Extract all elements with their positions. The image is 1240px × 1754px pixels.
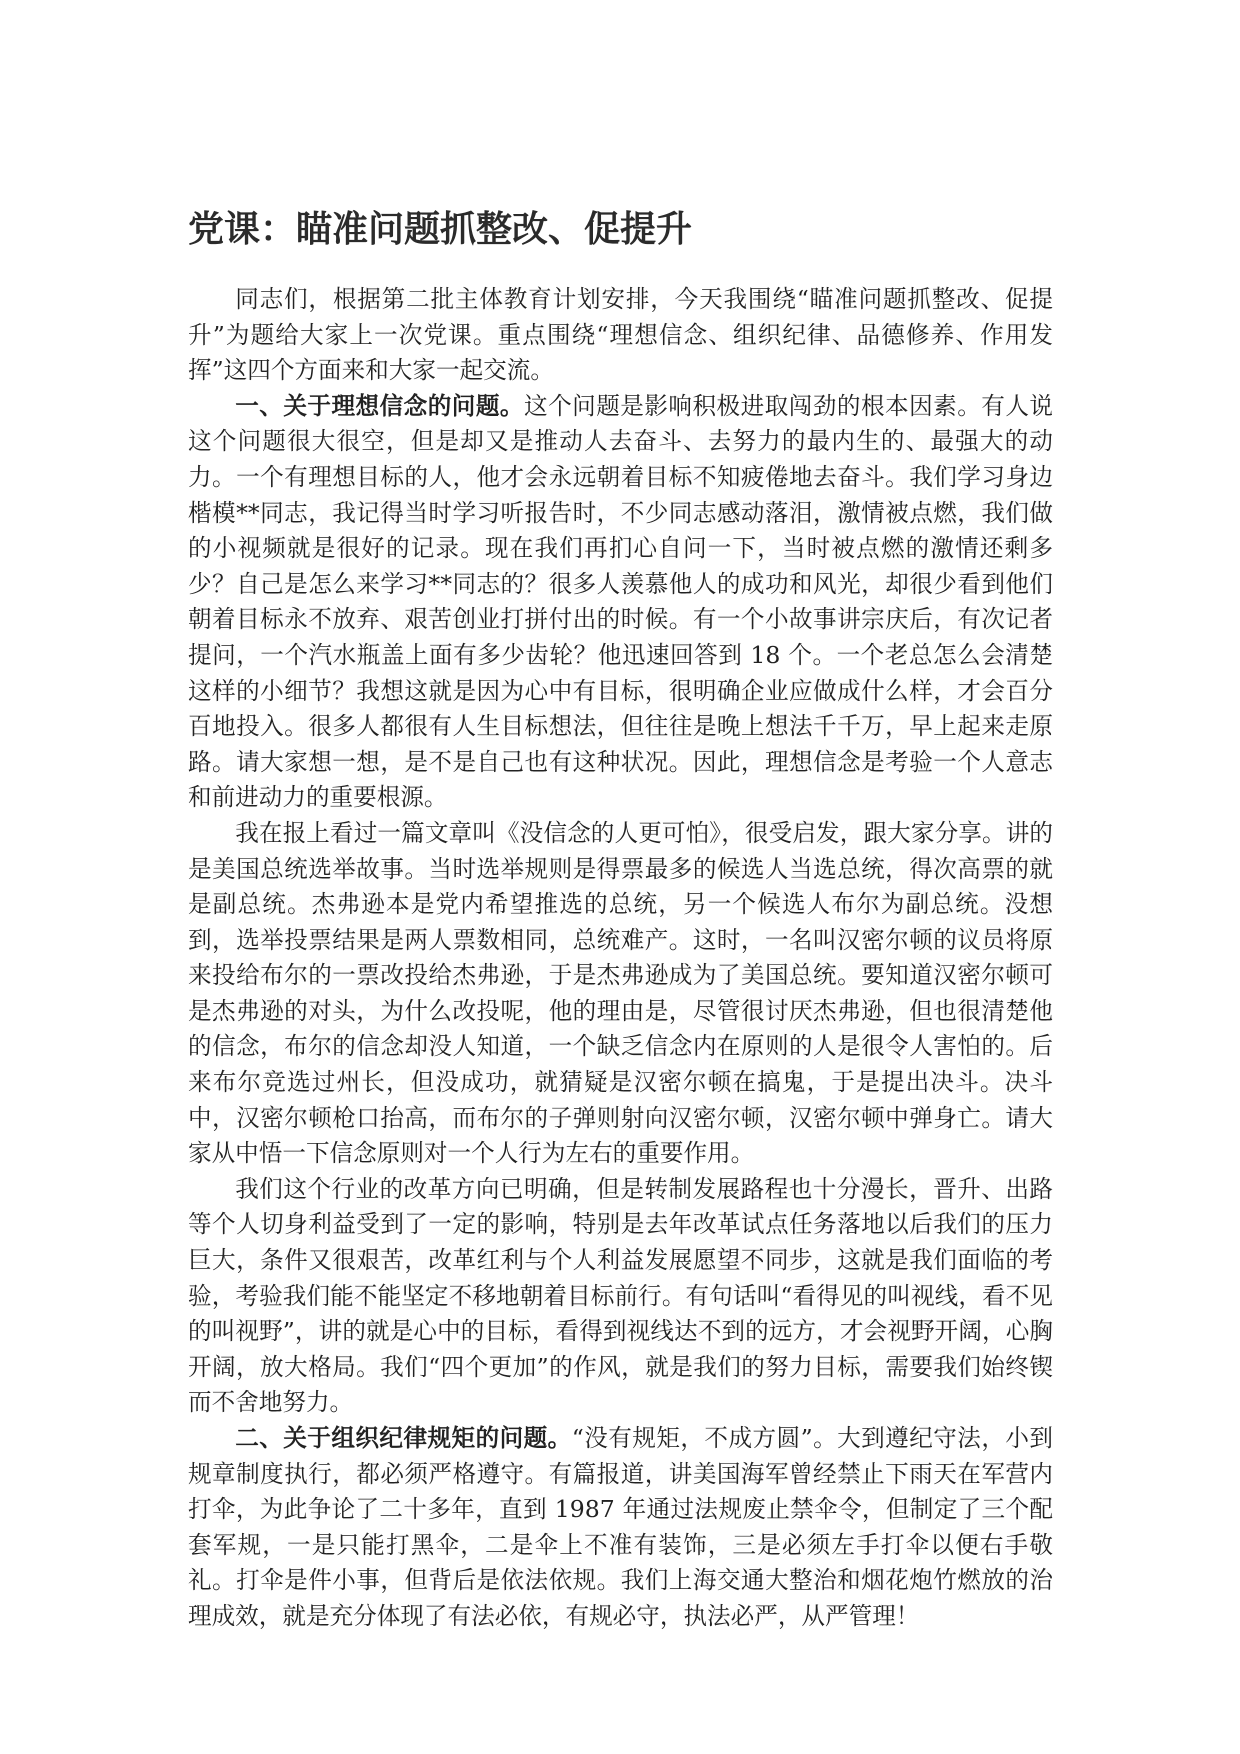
section-heading: 二、关于组织纪律规矩的问题。 <box>235 1424 572 1452</box>
paragraph-section-1 <box>188 389 1053 816</box>
paragraph-text: 这个问题是影响积极进取闯劲的根本因素。有人说这个问题很大很空，但是却又是推动人去奋斗、去努力的最内生的、最强大的动力。一个有理想目标的人，他才会永远朝着目标不知疲倦地去奋斗。我们学习身边楷模**同志，我记得当时学习听报告时，不少同志感动落泪，激情被点燃，我们做的小视频就是很好的记录。现在我们再扪心自问一下，当时被点燃的激情还剩多少？自己是怎么来学习**同志的？很多人羡慕他人的成功和风光，却很少看到他们朝着目标永不放弃、艰苦创业打拼付出的时候。有一个小故事讲宗庆后，有次记者提问，一个汽水瓶盖上面有多少齿轮？他迅速回答到 18 个。一个老总怎么会清楚这样的小细节？我想这就是因为心中有目标，很明确企业应做成什么样，才会百分百地投入。很多人都很有人生目标想法，但往往是晚上想法千千万，早上起来走原路。请大家想一想，是不是自己也有这种状况。因此，理想信念是考验一个人意志和前进动力的重要根源。 <box>188 391 1054 812</box>
paragraph-section-2 <box>188 1421 1053 1635</box>
paragraph-text: 我在报上看过一篇文章叫《没信念的人更可怕》，很受启发，跟大家分享。讲的是美国总统选举故事。当时选举规则是得票最多的候选人当选总统，得次高票的就是副总统。杰弗逊本是党内希望推选的总统，另一个候选人布尔为副总统。没想到，选举投票结果是两人票数相同，总统难产。这时，一名叫汉密尔顿的议员将原来投给布尔的一票改投给杰弗逊，于是杰弗逊成为了美国总统。要知道汉密尔顿可是杰弗逊的对头，为什么改投呢，他的理由是，尽管很讨厌杰弗逊，但也很清楚他的信念，布尔的信念却没人知道，一个缺乏信念内在原则的人是很令人害怕的。后来布尔竞选过州长，但没成功，就猜疑是汉密尔顿在搞鬼，于是提出决斗。决斗中，汉密尔顿枪口抬高，而布尔的子弹则射向汉密尔顿，汉密尔顿中弹身亡。请大家从中悟一下信念原则对一个人行为左右的重要作用。 <box>188 818 1053 1168</box>
paragraph-industry <box>188 1172 1053 1421</box>
paragraph-text: 我们这个行业的改革方向已明确，但是转制发展路程也十分漫长，晋升、出路等个人切身利益受到了一定的影响，特别是去年改革试点任务落地以后我们的压力巨大，条件又很艰苦，改革红利与个人利益发展愿望不同步，这就是我们面临的考验，考验我们能不能坚定不移地朝着目标前行。有句话叫“看得见的叫视线，看不见的叫视野”，讲的就是心中的目标，看得到视线达不到的远方，才会视野开阔，心胸开阔，放大格局。我们“四个更加”的作风，就是我们的努力目标，需要我们始终锲而不舍地努力。 <box>188 1174 1053 1417</box>
document-title: 党课：瞄准问题抓整改、促提升 <box>188 209 693 250</box>
paragraph-intro <box>188 282 1053 389</box>
section-heading: 一、关于理想信念的问题。 <box>235 391 524 420</box>
paragraph-story <box>188 816 1053 1172</box>
paragraph-text: “没有规矩，不成方圆”。大到遵纪守法，小到规章制度执行，都必须严格遵守。有篇报道，讲美国海军曾经禁止下雨天在军营内打伞，为此争论了二十多年，直到 1987 年通过法规废止禁伞令，但制定了三个配套军规，一是只能打黑伞，二是伞上不准有装饰，三是必须左手打伞以便右手敬礼。打伞是件小事，但背后是依法依规。我们上海交通大整治和烟花炮竹燃放的治理成效，就是充分体现了有法必依，有规必守，执法必严，从严管理！ <box>188 1424 1054 1630</box>
document-body <box>188 282 1053 1635</box>
paragraph-text: 同志们，根据第二批主体教育计划安排，今天我围绕“瞄准问题抓整改、促提升”为题给大家上一次党课。重点围绕“理想信念、组织纪律、品德修养、作用发挥”这四个方面来和大家一起交流。 <box>188 285 1053 385</box>
